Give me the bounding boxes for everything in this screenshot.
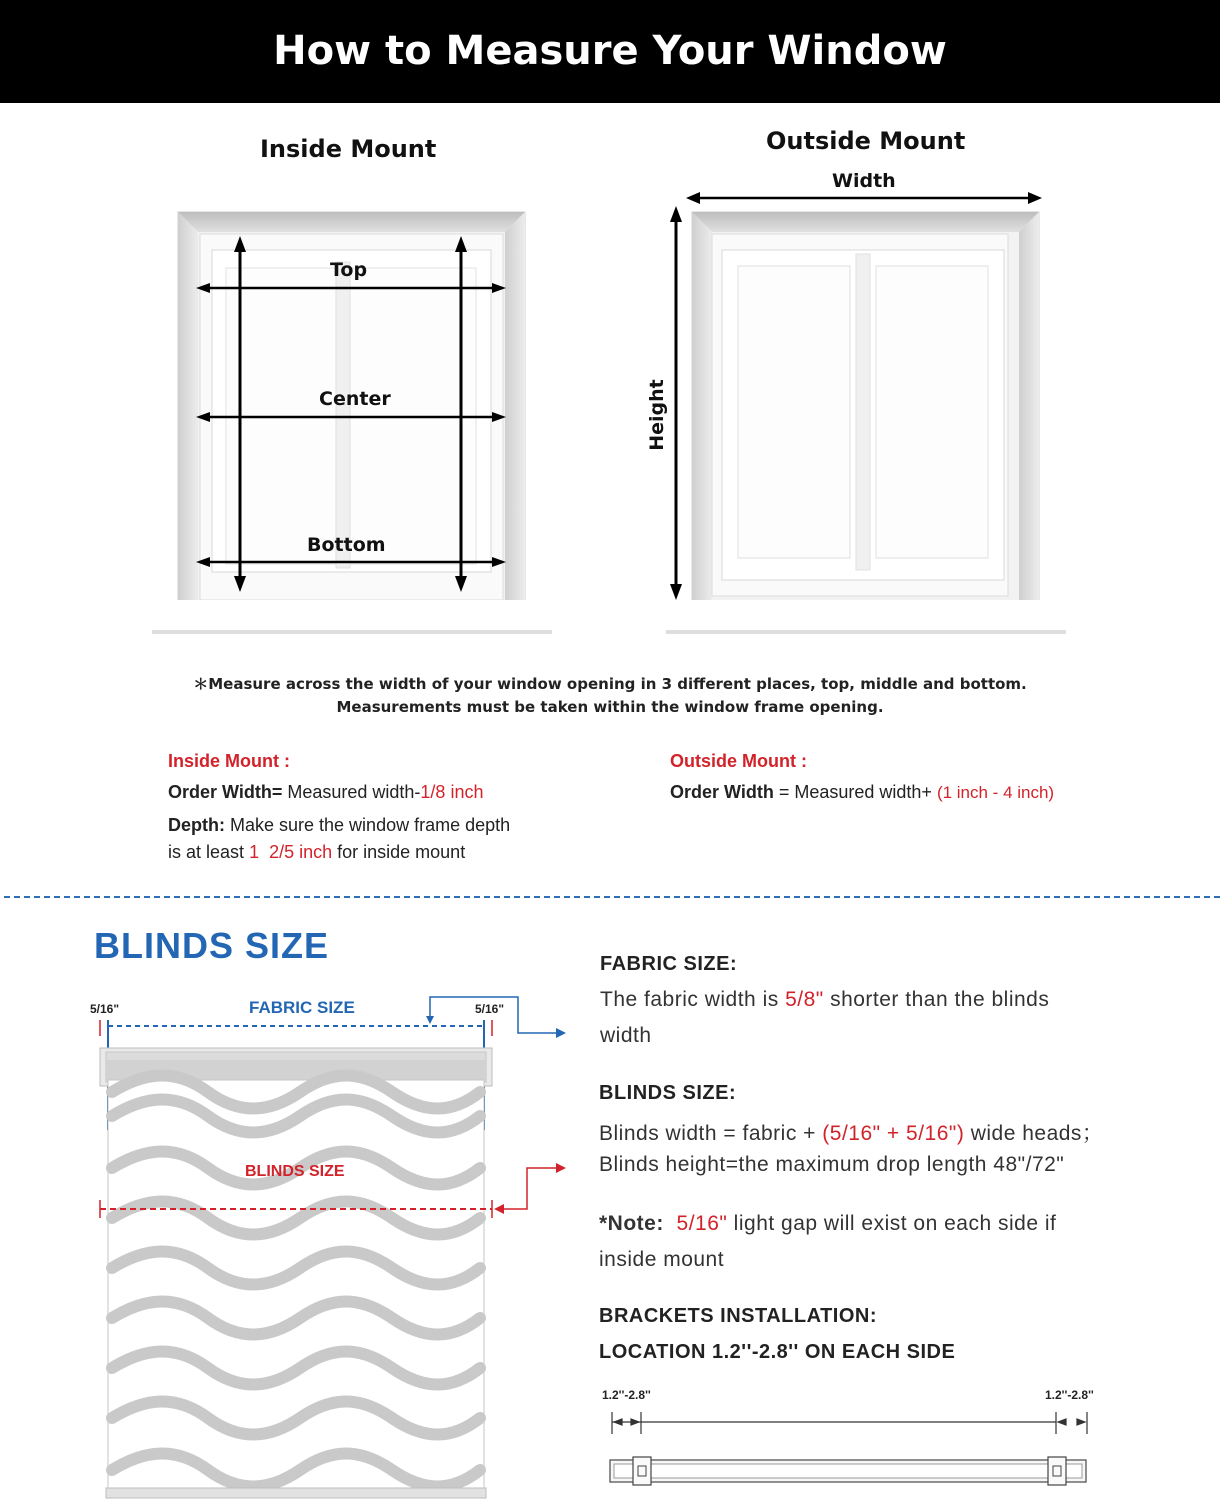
blinds-width-text (599, 1117, 1103, 1147)
fabric-text2: shorter than the blinds (823, 988, 1050, 1011)
brackets-heading: BRACKETS INSTALLATION: (599, 1305, 878, 1327)
bracket-left-label: 1.2''-2.8'' (602, 1388, 651, 1402)
fabric-size-text3: width (600, 1024, 652, 1047)
fabric-text1: The fabric width is (600, 988, 786, 1011)
section-divider (4, 896, 1220, 898)
outside-mount-title: Outside Mount (766, 127, 966, 155)
window-diagrams (0, 0, 1220, 660)
outside-order-width (670, 782, 1054, 803)
note-value: 5/16" (676, 1212, 728, 1235)
blinds-text1: Blinds width = fabric + (599, 1122, 823, 1145)
label-height: Height (646, 379, 668, 451)
blinds-size-title: BLINDS SIZE (94, 925, 330, 966)
outside-window-frame (666, 212, 1066, 634)
inside-order-width (168, 782, 483, 803)
measure-note-2: Measurements must be taken within the window frame opening. (336, 698, 884, 716)
fabric-size-text (600, 988, 1049, 1012)
inside-mount-title: Inside Mount (260, 135, 437, 163)
fabric-size-heading: FABRIC SIZE: (600, 953, 738, 975)
blinds-size-heading: BLINDS SIZE: (599, 1082, 737, 1104)
outside-order-width-text: = Measured width+ (773, 782, 937, 802)
bracket-diagram (600, 1400, 1100, 1495)
left-gap-label: 5/16" (90, 1002, 120, 1016)
inside-info-heading: Inside Mount : (168, 751, 290, 771)
measure-note-1: ＊Measure across the width of your window opening in 3 different places, top, middle and bottom. (193, 675, 1027, 693)
blinds-body (106, 1076, 486, 1499)
label-center: Center (319, 388, 391, 410)
inside-order-width-label: Order Width= (168, 782, 283, 802)
gap-ticks (100, 1020, 492, 1036)
fabric-size-label: FABRIC SIZE (249, 998, 355, 1017)
brackets-location: LOCATION 1.2''-2.8'' ON EACH SIDE (599, 1341, 956, 1363)
inside-order-width-value: 1/8 inch (420, 782, 484, 802)
blinds-height-text: Blinds height=the maximum drop length 48"/72" (599, 1153, 1065, 1176)
outside-info-heading: Outside Mount : (670, 751, 807, 771)
page-title: How to Measure Your Window (273, 28, 947, 74)
inside-depth-text2: is at least (168, 842, 245, 862)
inside-depth-text3: for inside mount (332, 842, 466, 862)
inside-order-width-text: Measured width- (282, 782, 421, 802)
label-top: Top (330, 259, 368, 281)
inside-depth-line2 (168, 842, 465, 863)
inside-depth (168, 815, 510, 836)
fabric-value: 5/8" (785, 988, 824, 1011)
outside-order-width-value: (1 inch - 4 inch) (936, 783, 1055, 802)
headrail-side-view (610, 1457, 1086, 1485)
label-bottom: Bottom (307, 534, 386, 556)
blinds-value: (5/16" + 5/16") (822, 1122, 965, 1145)
outside-order-width-label: Order Width (670, 782, 774, 802)
inside-depth-value: 1 2/5 inch (249, 842, 333, 862)
note-text (599, 1212, 1056, 1236)
blinds-diagram (0, 980, 600, 1500)
note-text2: inside mount (599, 1248, 725, 1271)
inside-depth-label: Depth: (168, 815, 225, 835)
bracket-right-label: 1.2''-2.8'' (1045, 1388, 1094, 1402)
label-width: Width (832, 170, 896, 192)
note-label: *Note: (599, 1212, 664, 1235)
inside-depth-text1: Make sure the window frame depth (225, 815, 511, 835)
blinds-size-label: BLINDS SIZE (245, 1163, 345, 1180)
blinds-text2: wide heads； (964, 1122, 1104, 1145)
right-gap-label: 5/16" (475, 1002, 505, 1016)
note-text1: light gap will exist on each side if (727, 1212, 1057, 1235)
